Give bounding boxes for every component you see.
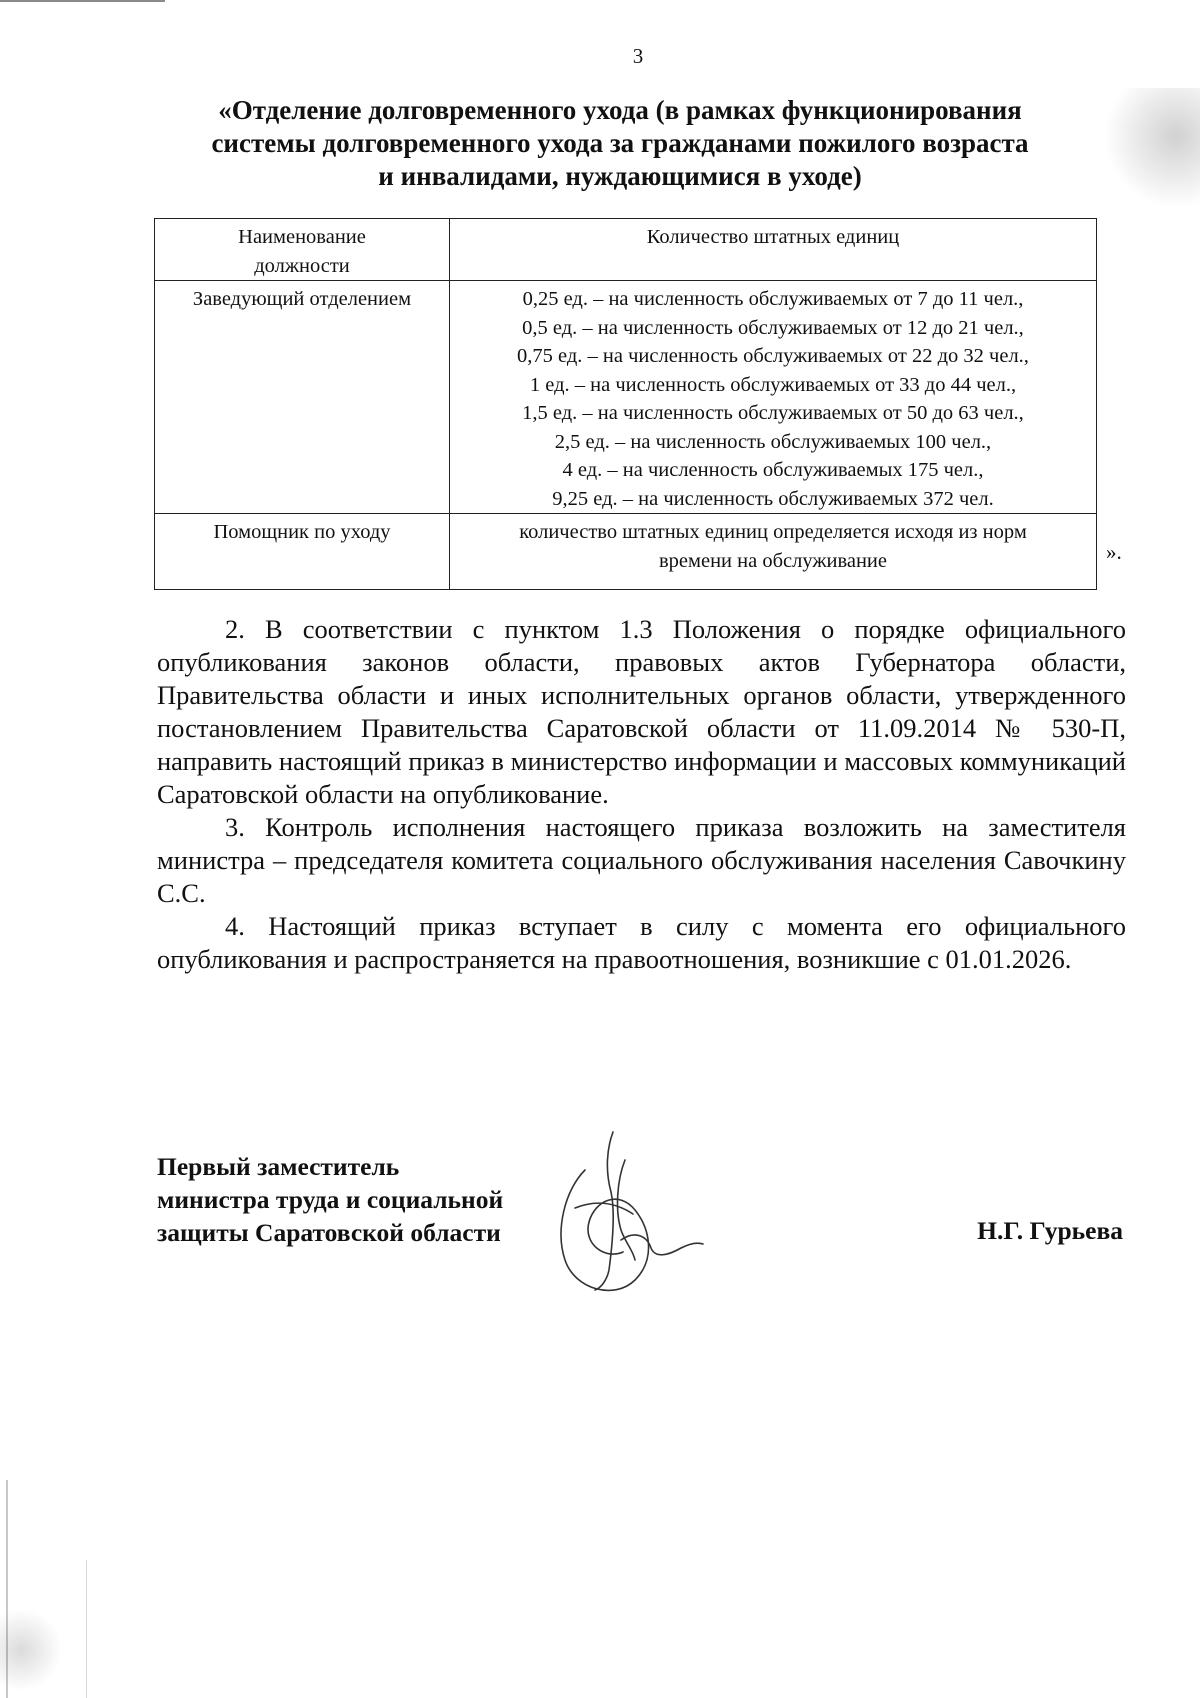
header-cell-position xyxy=(155,219,450,281)
handwritten-signature xyxy=(555,1130,705,1310)
paragraph: 3. Контроль исполнения настоящего приказа возложить на заместителя министра – председателя комитета социального обслуживания населения Савочкину С.С. xyxy=(157,812,1126,908)
units-line: 9,25 ед. – на численность обслуживаемых 372 чел. xyxy=(552,487,994,510)
units-line: 0,5 ед. – на численность обслуживаемых от 12 до 21 чел., xyxy=(522,316,1024,339)
heading-line: системы долговременного ухода за гражданами пожилого возраста xyxy=(211,128,1029,158)
signatory-title-line: Первый заместитель xyxy=(157,1152,400,1181)
scan-edge xyxy=(86,1560,87,1698)
units-cell xyxy=(450,281,1097,514)
table-row xyxy=(155,281,1097,514)
scan-noise xyxy=(0,1610,70,1690)
heading-line: и инвалидами, нуждающимися в уходе) xyxy=(378,161,862,191)
section-heading xyxy=(150,94,1090,193)
position-cell xyxy=(155,514,450,590)
staff-table xyxy=(154,218,1097,590)
page-number: 3 xyxy=(632,44,644,68)
heading-line: «Отделение долговременного ухода (в рамках функционирования xyxy=(218,95,1022,125)
signatory-title-line: защиты Саратовской области xyxy=(157,1218,501,1247)
scan-noise xyxy=(1080,88,1200,208)
position-name: Помощник по уходу xyxy=(213,521,391,543)
units-line: 0,25 ед. – на численность обслуживаемых от 7 до 11 чел., xyxy=(522,288,1024,310)
units-line: времени на обслуживание xyxy=(658,549,888,572)
units-line: 2,5 ед. – на численность обслуживаемых 100 чел., xyxy=(554,430,992,453)
paragraph: 4. Настоящий приказ вступает в силу с момента его официального опубликования и распространяется на правоотношения, возникшие с 01.01.2026. xyxy=(157,911,1126,974)
position-name: Заведующий отделением xyxy=(192,288,412,310)
signatory-title-line: министра труда и социальной xyxy=(157,1185,504,1214)
table-header-row xyxy=(155,219,1097,281)
units-line: 0,75 ед. – на численность обслуживаемых от 22 до 32 чел., xyxy=(517,345,1029,367)
units-line: количество штатных единиц определяется исходя из норм xyxy=(519,521,1027,543)
units-cell xyxy=(450,514,1097,590)
units-line: 1 ед. – на численность обслуживаемых от 33 до 44 чел., xyxy=(529,373,1017,396)
position-cell xyxy=(155,281,450,514)
closing-quote: ». xyxy=(1106,540,1122,564)
scan-edge xyxy=(0,0,165,2)
header-text: Наименование xyxy=(238,226,366,248)
units-line: 4 ед. – на численность обслуживаемых 175 чел., xyxy=(562,459,984,481)
header-text: должности xyxy=(254,254,350,277)
signatory-title xyxy=(157,1150,503,1249)
header-text: Количество штатных единиц xyxy=(646,226,900,248)
table-row xyxy=(155,514,1097,590)
order-paragraphs xyxy=(157,613,1126,976)
header-cell-units xyxy=(450,219,1097,281)
units-line: 1,5 ед. – на численность обслуживаемых от 50 до 63 чел., xyxy=(522,402,1024,424)
paragraph: 2. В соответствии с пунктом 1.3 Положения о порядке официального опубликования законов области, правовых актов Губернатора области, Правительства области и иных исполнительных органов области, утвержденного постановлением Правительства Саратовской области от 11.09.2014 № 530-П, направить настоящий приказ в министерство информации и массовых коммуникаций Саратовской области на опубликование. xyxy=(157,614,1126,809)
signatory-name: Н.Г. Гурьева xyxy=(977,1216,1123,1245)
